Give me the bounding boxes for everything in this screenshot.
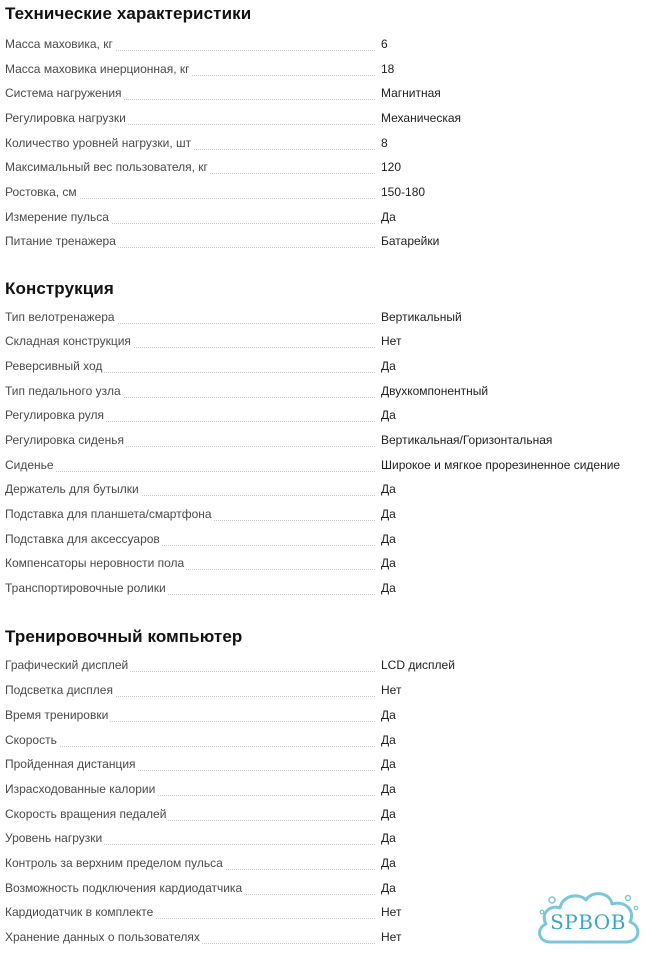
section-title: Тренировочный компьютер: [5, 627, 243, 646]
spec-row: [0, 505, 646, 525]
section-title: Технические характеристики: [5, 4, 252, 23]
spec-row: [0, 183, 646, 203]
spec-value: Да: [381, 881, 396, 895]
spec-value: Механическая: [381, 111, 462, 125]
spec-row: [0, 158, 646, 178]
spec-label: Контроль за верхним пределом пульса: [5, 856, 223, 870]
spec-row: [0, 755, 646, 775]
spec-label: Масса маховика, кг: [5, 37, 113, 51]
spec-row: [0, 681, 646, 701]
spec-value: Да: [381, 757, 396, 771]
spec-value: Да: [381, 708, 396, 722]
spec-row: [0, 706, 646, 726]
spec-value: 120: [381, 160, 402, 174]
spec-value: Да: [381, 581, 396, 595]
spec-value: Да: [381, 733, 396, 747]
spec-value: 18: [381, 62, 395, 76]
spec-label: Максимальный вес пользователя, кг: [5, 160, 208, 174]
spec-value: Магнитная: [381, 86, 441, 100]
spec-label: Регулировка руля: [5, 408, 104, 422]
spec-value: LCD дисплей: [381, 658, 455, 672]
watermark-text: SPBOB: [550, 910, 626, 934]
spec-label: Израсходованные калории: [5, 782, 156, 796]
row-leader: [5, 746, 375, 747]
spec-row: [0, 530, 646, 550]
spec-value: Вертикальная/Горизонтальная: [381, 433, 553, 447]
spec-value: Нет: [381, 683, 402, 697]
spec-row: [0, 579, 646, 599]
spec-value: Да: [381, 807, 396, 821]
spec-label: Хранение данных о пользователях: [5, 930, 200, 944]
spec-value: Двухкомпонентный: [381, 384, 489, 398]
spec-label: Тип велотренажера: [5, 310, 115, 324]
spec-label: Ростовка, см: [5, 185, 77, 199]
spec-label: Питание тренажера: [5, 234, 116, 248]
spec-label: Измерение пульса: [5, 210, 109, 224]
spec-label: Подсветка дисплея: [5, 683, 113, 697]
spec-row: [0, 480, 646, 500]
spec-row: [0, 134, 646, 154]
spec-label: Держатель для бутылки: [5, 482, 139, 496]
spec-row: [0, 431, 646, 451]
spec-label: Сиденье: [5, 458, 54, 472]
spec-value: Да: [381, 507, 396, 521]
spec-label: Возможность подключения кардиодатчика: [5, 881, 243, 895]
spec-row: [0, 656, 646, 676]
spec-row: [0, 382, 646, 402]
spec-label: Система нагружения: [5, 86, 122, 100]
spec-label: Время тренировки: [5, 708, 109, 722]
spec-value: 8: [381, 136, 388, 150]
spec-value: 6: [381, 37, 388, 51]
spec-row: [0, 829, 646, 849]
spec-label: Кардиодатчик в комплекте: [5, 905, 154, 919]
spec-row: [0, 357, 646, 377]
spec-value: Да: [381, 782, 396, 796]
row-leader: [5, 471, 375, 472]
spec-row: [0, 805, 646, 825]
spec-row: [0, 35, 646, 55]
spec-label: Регулировка сиденья: [5, 433, 124, 447]
spec-value: Нет: [381, 334, 402, 348]
spec-label: Скорость: [5, 733, 57, 747]
spec-row: [0, 308, 646, 328]
spec-label: Компенсаторы неровности пола: [5, 556, 185, 570]
spec-label: Складная конструкция: [5, 334, 131, 348]
spec-row: [0, 854, 646, 874]
spec-row: [0, 456, 646, 476]
spec-value: Да: [381, 359, 396, 373]
spec-value: Да: [381, 532, 396, 546]
spec-label: Регулировка нагрузки: [5, 111, 126, 125]
spec-row: [0, 731, 646, 751]
spec-value: Нет: [381, 930, 402, 944]
spec-value: Да: [381, 210, 396, 224]
spec-label: Масса маховика инерционная, кг: [5, 62, 190, 76]
spec-label: Транспортировочные ролики: [5, 581, 166, 595]
spec-row: [0, 406, 646, 426]
spec-label: Количество уровней нагрузки, шт: [5, 136, 192, 150]
spec-value: Нет: [381, 905, 402, 919]
spec-value: Широкое и мягкое прорезиненное сидение: [381, 458, 621, 472]
spec-value: Да: [381, 556, 396, 570]
spec-value: Да: [381, 831, 396, 845]
spec-label: Подставка для планшета/смартфона: [5, 507, 212, 521]
spec-row: [0, 780, 646, 800]
spec-label: Уровень нагрузки: [5, 831, 103, 845]
spec-label: Пройденная дистанция: [5, 757, 136, 771]
spec-row: [0, 332, 646, 352]
spec-row: [0, 554, 646, 574]
spec-label: Графический дисплей: [5, 658, 129, 672]
spec-label: Подставка для аксессуаров: [5, 532, 160, 546]
spec-label: Скорость вращения педалей: [5, 807, 167, 821]
spec-value: Да: [381, 408, 396, 422]
spec-row: [0, 60, 646, 80]
spec-row: [0, 232, 646, 252]
spec-row: [0, 208, 646, 228]
spec-value: Батарейки: [381, 234, 440, 248]
spec-value: Вертикальный: [381, 310, 462, 324]
spec-value: 150-180: [381, 185, 426, 199]
spec-value: Да: [381, 482, 396, 496]
spec-label: Тип педального узла: [5, 384, 121, 398]
spec-row: [0, 84, 646, 104]
spec-label: Реверсивный ход: [5, 359, 103, 373]
spec-value: Да: [381, 856, 396, 870]
spbob-watermark: [532, 884, 644, 956]
section-title: Конструкция: [5, 279, 114, 298]
spec-row: [0, 109, 646, 129]
